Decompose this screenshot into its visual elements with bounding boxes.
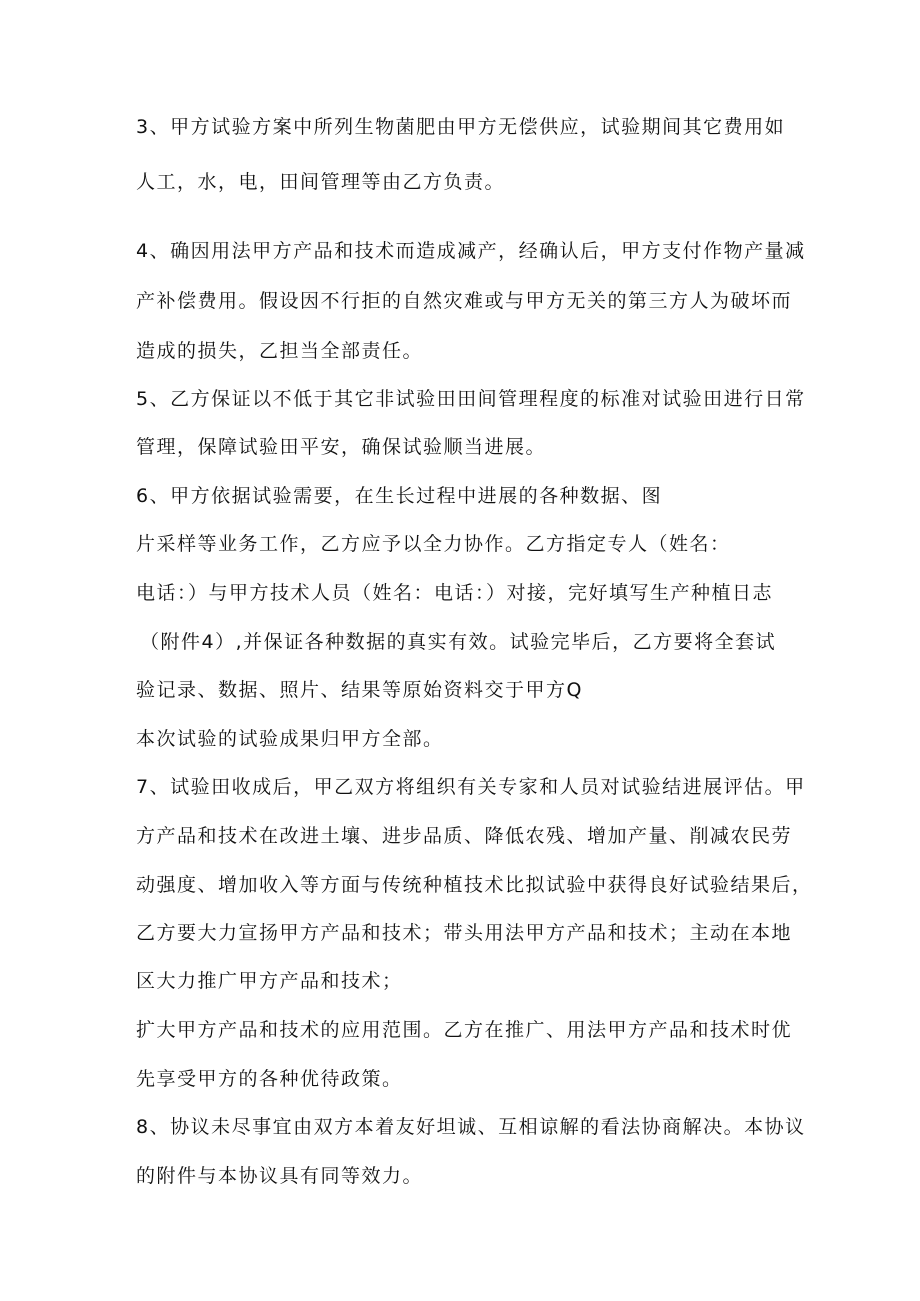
text-line: 的附件与本协议具有同等效力。 <box>136 1165 424 1187</box>
text-line: 产补偿费用。假设因不行拒的自然灾难或与甲方无关的第三方人为破坏而 <box>136 290 793 312</box>
text-line: 区大力推广甲方产品和技术； <box>136 970 403 992</box>
text-line: 人工，水，电，田间管理等由乙方负责。 <box>136 171 506 193</box>
text-line: 4、确因用法甲方产品和技术而造成减产，经确认后，甲方支付作物产量减 <box>136 240 806 262</box>
text-line: 本次试验的试验成果归甲方全部。 <box>136 728 444 750</box>
text-line: 管理，保障试验田平安，确保试验顺当进展。 <box>136 436 547 458</box>
text-line: 5、乙方保证以不低于其它非试验田田间管理程度的标准对试验田进行日常 <box>136 388 806 410</box>
text-line: 扩大甲方产品和技术的应用范围。乙方在推广、用法甲方产品和技术时优 <box>136 1019 793 1041</box>
text-line: 电话：）与甲方技术人员（姓名：电话：）对接，完好填写生产种植日志 <box>136 582 774 604</box>
text-line: 乙方要大力宣扬甲方产品和技术；带头用法甲方产品和技术；主动在本地 <box>136 922 793 944</box>
text-line: 验记录、数据、照片、结果等原始资料交于甲方Q <box>136 679 583 701</box>
text-line: 片采样等业务工作，乙方应予以全力协作。乙方指定专人（姓名： <box>136 533 731 555</box>
text-line: 6、甲方依据试验需要，在生长过程中进展的各种数据、图 <box>136 485 663 507</box>
text-line: 造成的损失，乙担当全部责任。 <box>136 340 424 362</box>
text-line: 先享受甲方的各种优待政策。 <box>136 1068 403 1090</box>
text-line: 3、甲方试验方案中所列生物菌肥由甲方无偿供应，试验期间其它费用如 <box>136 116 786 138</box>
text-line: 动强度、增加收入等方面与传统种植技术比拟试验中获得良好试验结果后， <box>136 874 813 896</box>
text-line: 7、试验田收成后，甲乙双方将组织有关专家和人员对试验结进展评估。甲 <box>136 776 806 798</box>
text-line: 8、协议未尽事宜由双方本着友好坦诚、互相谅解的看法协商解决。本协议 <box>136 1116 806 1138</box>
text-line: 方产品和技术在改进土壤、进步品质、降低农残、增加产量、削减农民劳 <box>136 825 793 847</box>
text-line: （附件4）,并保证各种数据的真实有效。试验完毕后，乙方要将全套试 <box>140 631 777 653</box>
